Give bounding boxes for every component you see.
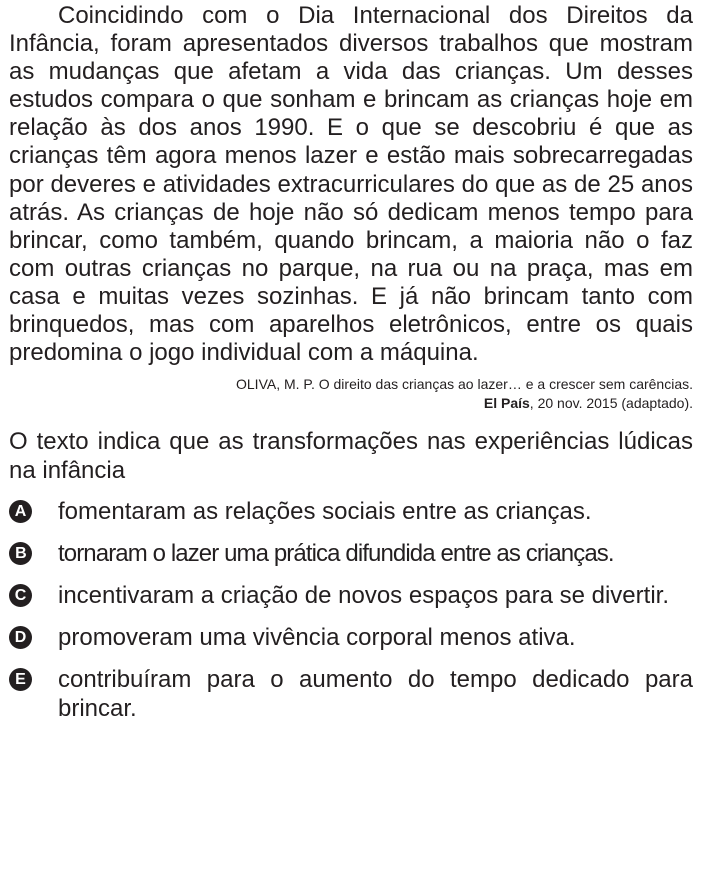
- source-author-title: OLIVA, M. P. O direito das crianças ao lazer… e a crescer sem carências.: [236, 376, 693, 393]
- source-publication: El País: [483, 395, 530, 412]
- option-b-text: tornaram o lazer uma prática difundida entre as crianças.: [58, 540, 614, 568]
- question-stem: O texto indica que as transformações nas experiências lúdicas na infância: [9, 428, 693, 485]
- option-a-text: fomentaram as relações sociais entre as crianças.: [58, 498, 592, 526]
- option-d-text: promoveram uma vivência corporal menos ativa.: [58, 624, 576, 652]
- option-b[interactable]: [9, 539, 693, 568]
- source-date: , 20 nov. 2015 (adaptado).: [529, 395, 693, 412]
- option-e-letter-icon: E: [9, 668, 32, 691]
- option-a-letter-icon: A: [9, 500, 32, 523]
- option-c-text: incentivaram a criação de novos espaços para se divertir.: [58, 582, 669, 610]
- option-d[interactable]: [9, 623, 693, 652]
- option-e[interactable]: [9, 665, 693, 723]
- source-citation: [9, 375, 693, 413]
- passage-text: Coincidindo com o Dia Internacional dos Direitos da Infância, foram apresentados diversos trabalhos que mostram as mudanças que afetam a vida das crianças. Um desses estudos compara o que sonham e brincam as crianças hoje em relação às dos anos 1990. E o que se descobriu é que as crianças têm agora menos lazer e estão mais sobrecarregadas por deveres e atividades extracurriculares do que as de 25 anos atrás. As crianças de hoje não só dedicam menos tempo para brincar, como também, quando brincam, a maioria não o faz com outras crianças no parque, na rua ou na praça, mas em casa e muitas vezes sozinhas. E já não brincam tanto com brinquedos, mas com aparelhos eletrônicos, entre os quais predomina o jogo individual com a máquina.: [9, 2, 693, 367]
- option-d-letter-icon: D: [9, 626, 32, 649]
- option-c-letter-icon: C: [9, 584, 32, 607]
- option-a[interactable]: [9, 497, 693, 526]
- option-e-text: contribuíram para o aumento do tempo dedicado para brincar.: [58, 666, 693, 723]
- source-publication-line: [9, 394, 693, 413]
- answer-options: [9, 497, 693, 723]
- option-b-letter-icon: B: [9, 542, 32, 565]
- option-c[interactable]: [9, 581, 693, 610]
